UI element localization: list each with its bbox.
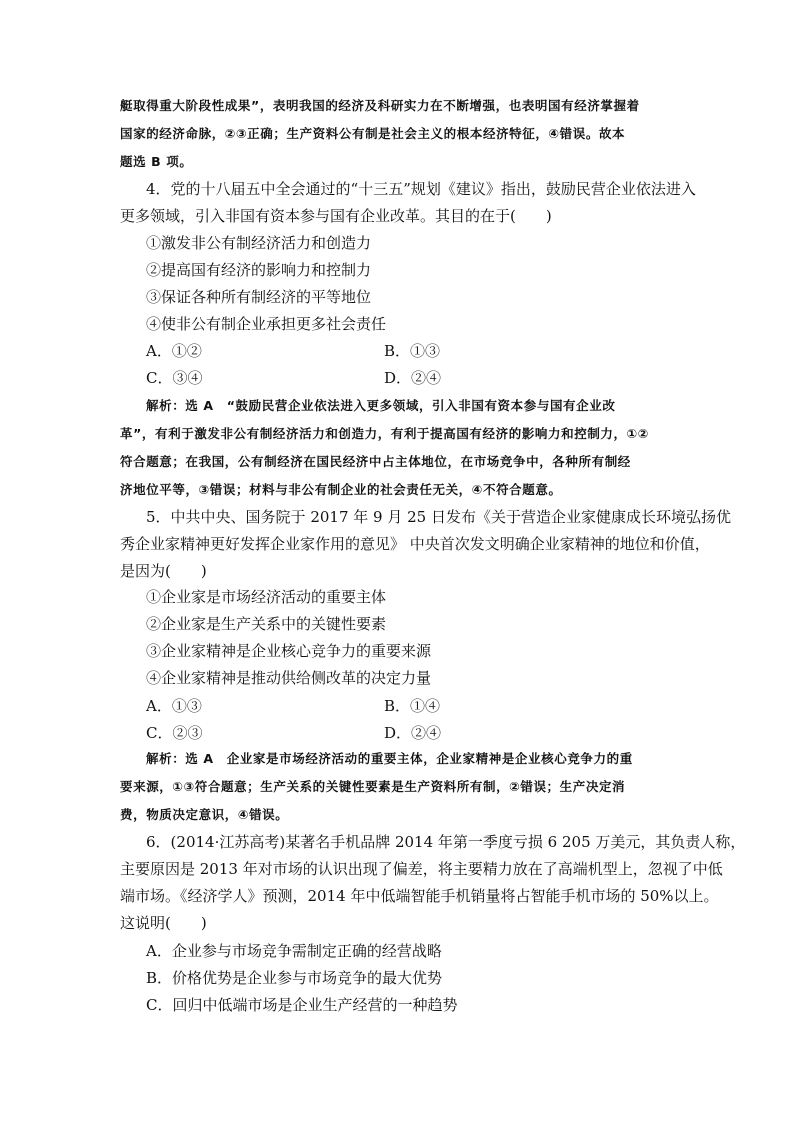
q5-stem-line-2: 秀企业家精神更好发挥企业家作用的意见》 中央首次发文明确企业家精神的地位和价值，	[120, 535, 710, 553]
q4-option-a: A．①②	[146, 342, 202, 360]
q4-item-3: ③保证各种所有制经济的平等地位	[146, 288, 372, 306]
q5-item-1: ①企业家是市场经济活动的重要主体	[146, 588, 387, 606]
q6-stem-line-1: 6．(2014·江苏高考)某著名手机品牌 2014 年第一季度亏损 6 205 万美元，其负责人称，	[146, 833, 746, 851]
q6-stem-line-2: 主要原因是 2013 年对市场的认识出现了偏差，将主要精力放在了高端机型上，忽视了中低	[120, 860, 723, 878]
q4-item-1: ①激发非公有制经济活力和创造力	[146, 234, 372, 252]
q4-analysis-line-1: 解析：选 A “鼓励民营企业依法进入更多领域，引入非国有资本参与国有企业改	[146, 398, 616, 413]
q5-stem-line-1: 5．中共中央、国务院于 2017 年 9 月 25 日发布《关于营造企业家健康成长环境弘扬优	[146, 508, 731, 526]
q5-option-a: A．①③	[146, 697, 202, 715]
q5-option-d: D．②④	[384, 724, 442, 742]
prev-analysis-line-3: 题选 B 项。	[120, 154, 193, 169]
q5-analysis-line-1: 解析：选 A 企业家是市场经济活动的重要主体，企业家精神是企业核心竞争力的重	[146, 751, 633, 766]
q4-option-b: B．①③	[384, 342, 441, 360]
q4-stem-line-2: 更多领域，引入非国有资本参与国有企业改革。其目的在于( )	[120, 207, 552, 225]
q5-item-3: ③企业家精神是企业核心竞争力的重要来源	[146, 642, 432, 660]
q4-analysis-line-4: 济地位平等，③错误；材料与非公有制企业的社会责任无关，④不符合题意。	[120, 482, 562, 497]
q6-stem-line-3: 端市场。《经济学人》预测，2014 年中低端智能手机销量将占智能手机市场的 50%以上。	[120, 887, 719, 905]
q6-option-a: A．企业参与市场竞争需制定正确的经营战略	[146, 942, 442, 960]
q4-option-c: C．③④	[146, 369, 203, 387]
prev-analysis-line-1: 艇取得重大阶段性成果”，表明我国的经济及科研实力在不断增强，也表明国有经济掌握着	[120, 98, 640, 113]
q4-analysis-line-3: 符合题意；在我国，公有制经济在国民经济中占主体地位，在市场竞争中，各种所有制经	[120, 454, 631, 469]
q4-option-d: D．②④	[384, 369, 442, 387]
q4-item-4: ④使非公有制企业承担更多社会责任	[146, 315, 387, 333]
q4-analysis-line-2: 革”，有利于激发非公有制经济活力和创造力，有利于提高国有经济的影响力和控制力，①②	[120, 426, 649, 441]
q5-stem-line-3: 是因为( )	[120, 562, 207, 580]
q4-stem-line-1: 4．党的十八届五中全会通过的“十三五”规划《建议》指出，鼓励民营企业依法进入	[146, 180, 696, 198]
q5-analysis-line-3: 费，物质决定意识，④错误。	[120, 807, 289, 822]
q5-analysis-line-2: 要来源，①③符合题意；生产关系的关键性要素是生产资料所有制，②错误；生产决定消	[120, 779, 626, 794]
q6-option-b: B．价格优势是企业参与市场竞争的最大优势	[146, 969, 443, 987]
q6-stem-line-4: 这说明( )	[120, 914, 207, 932]
q6-option-c: C．回归中低端市场是企业生产经营的一种趋势	[146, 996, 458, 1014]
q5-item-4: ④企业家精神是推动供给侧改革的决定力量	[146, 669, 432, 687]
q5-option-b: B．①④	[384, 697, 441, 715]
prev-analysis-line-2: 国家的经济命脉，②③正确；生产资料公有制是社会主义的根本经济特征，④错误。故本	[120, 126, 626, 141]
q4-item-2: ②提高国有经济的影响力和控制力	[146, 261, 372, 279]
q5-item-2: ②企业家是生产关系中的关键性要素	[146, 615, 387, 633]
q5-option-c: C．②③	[146, 724, 203, 742]
